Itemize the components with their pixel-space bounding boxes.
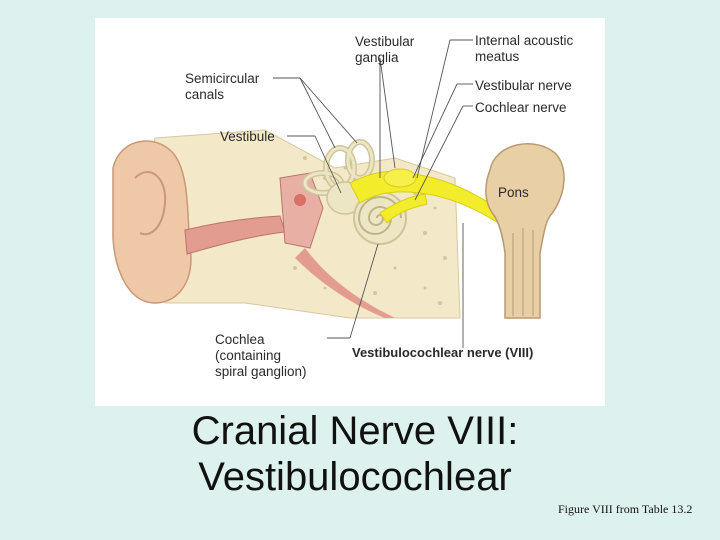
slide-title: Cranial Nerve VIII: Vestibulocochlear <box>191 409 519 499</box>
label-pons: Pons <box>498 185 529 200</box>
label-internal-acoustic-meatus: Internal acoustic meatus <box>475 33 574 64</box>
label-vestibular-ganglia: Vestibular ganglia <box>355 34 415 65</box>
label-cochlear-nerve: Cochlear nerve <box>475 100 567 115</box>
vestibular-ganglia-shape <box>384 169 416 187</box>
label-vestibular-nerve: Vestibular nerve <box>475 78 572 93</box>
pons-shape <box>486 144 564 318</box>
label-cochlea: Cochlea (containing spiral ganglion) <box>215 332 307 379</box>
figure-caption: Figure VIII from Table 13.2 <box>558 502 693 516</box>
label-vestibule: Vestibule <box>220 129 275 144</box>
ossicle <box>294 194 306 206</box>
label-vestibulocochlear-nerve: Vestibulocochlear nerve (VIII) <box>352 345 534 360</box>
ear-anatomy-figure <box>95 18 605 406</box>
outer-ear <box>113 141 191 303</box>
label-semicircular-canals: Semicircular canals <box>185 71 260 102</box>
